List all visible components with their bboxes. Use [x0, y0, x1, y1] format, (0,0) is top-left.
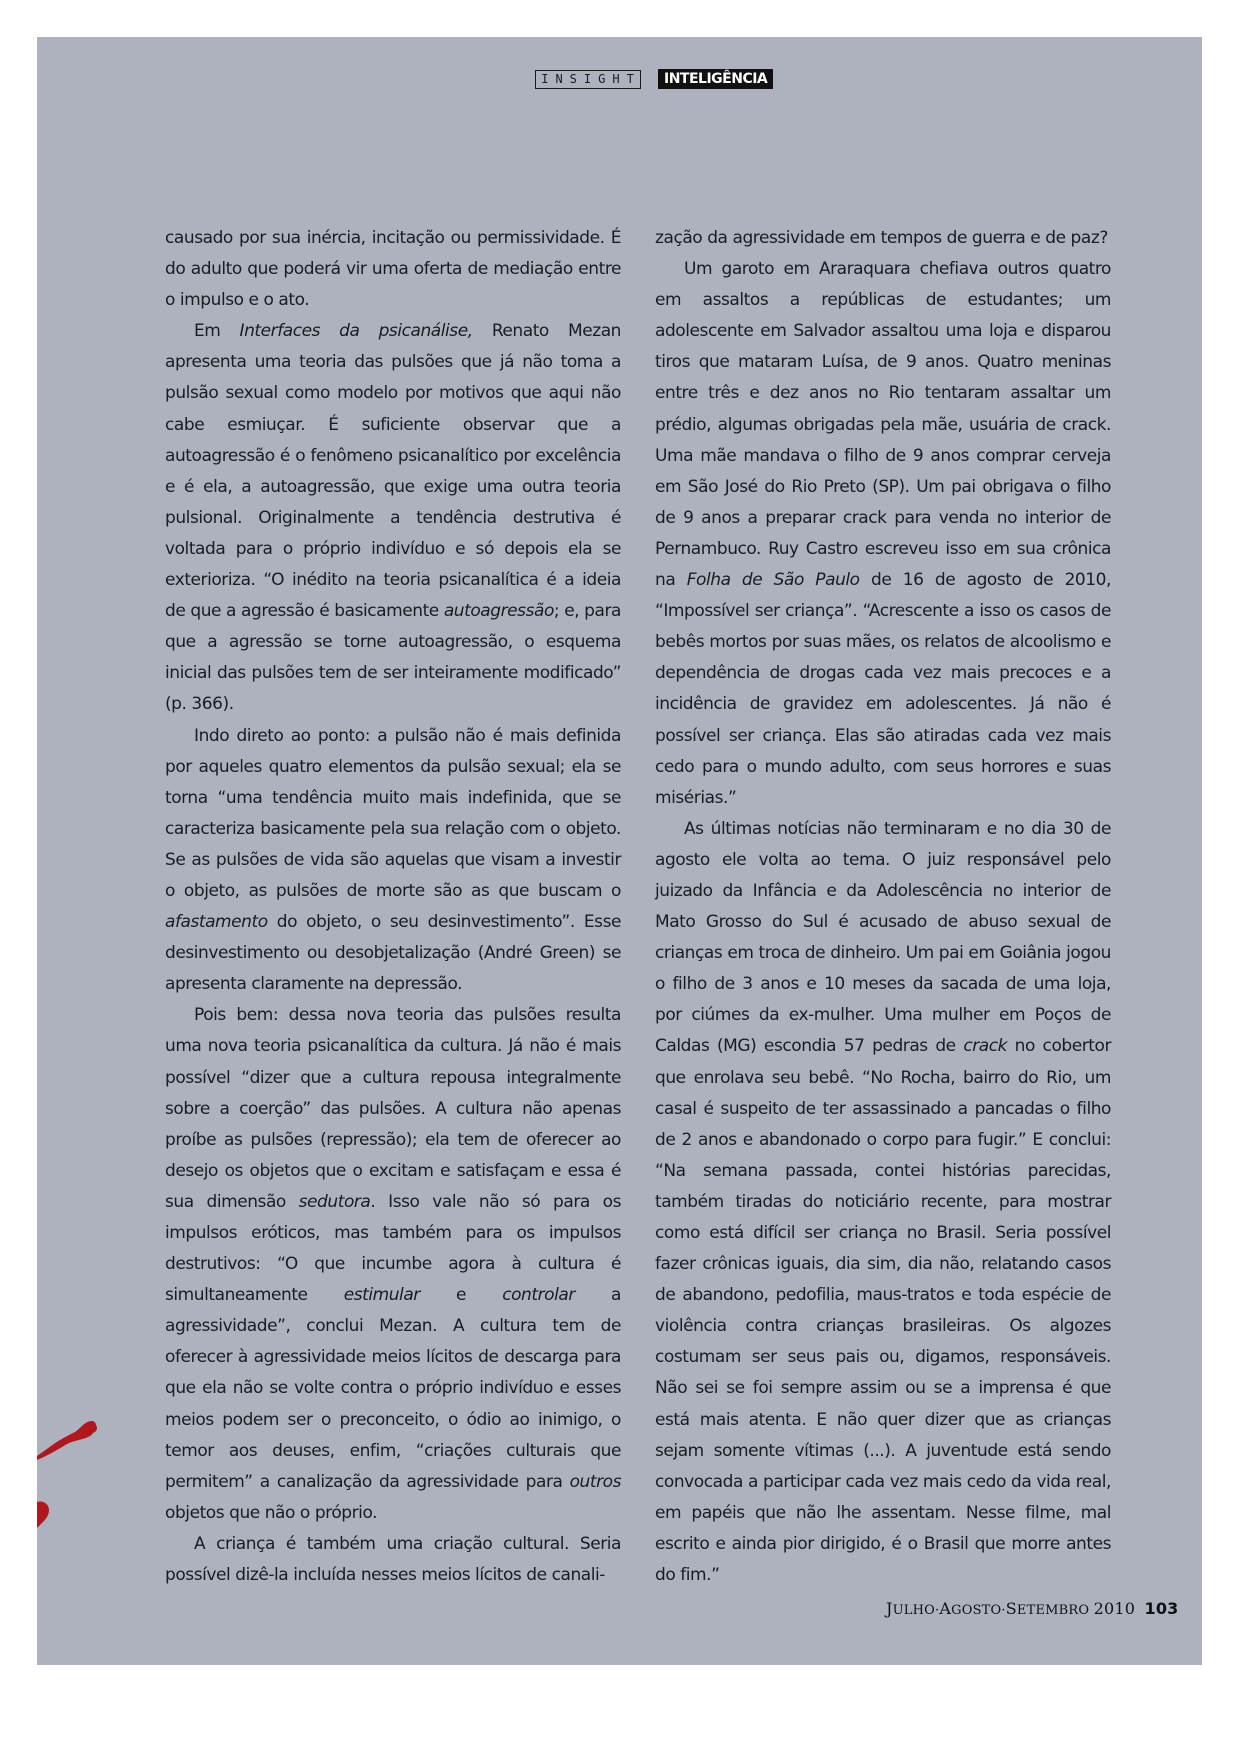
page-number: 103 — [1144, 1599, 1179, 1618]
paragraph — [655, 254, 1111, 814]
paragraph — [165, 1000, 621, 1529]
footer-month2-rest: GOSTO — [951, 1603, 1002, 1618]
italic-run: afastamento — [165, 912, 268, 933]
italic-run: Folha de São Paulo — [686, 570, 860, 591]
italic-run: outros — [569, 1471, 621, 1492]
text-run: Renato Mezan apresenta uma teoria das pulsões que já não toma a pulsão sexual como modelo por motivos que aqui não cabe esmiuçar. É suficiente observar que a autoagressão é o fenômeno psicanalítico por excelência e é ela, a autoagressão, que exige uma outra teoria pulsional. Originalmente a tendência destrutiva é voltada para o próprio indivíduo e só depois ela se exterioriza. “O inédito na teoria psicanalítica é a ideia de que a agressão é basicamente — [165, 321, 622, 622]
italic-run: Interfaces da psicanálise, — [239, 321, 473, 342]
text-run: Indo direto ao ponto: a pulsão não é mais definida por aqueles quatro elementos da pulsão sexual; ela se torna “uma tendência muito mais indefinida, que se caracteriza basicamente pela sua relação com o objeto. Se as pulsões de vida são aquelas que visam a investir o objeto, as pulsões de morte são as que buscam o — [165, 725, 621, 901]
italic-run: crack — [963, 1036, 1008, 1057]
splatter-drop — [87, 1423, 97, 1433]
blood-splatter-decoration — [37, 1370, 97, 1540]
text-run: do objeto, o seu desinvestimento”. Esse desinvestimento ou desobjetalização (André Green) se apresenta claramente na depressão. — [165, 912, 621, 995]
footer-year: 2010 — [1093, 1599, 1136, 1618]
section-tags — [535, 69, 773, 89]
italic-run: controlar — [502, 1285, 575, 1306]
paragraph — [165, 721, 621, 1001]
italic-run: sedutora — [298, 1191, 371, 1212]
text-run: A criança é também uma criação cultural. Seria possível dizê-la incluída nesses meios lícitos de canali- — [165, 1533, 621, 1586]
text-run: As últimas notícias não terminaram e no dia 30 de agosto ele volta ao tema. O juiz responsável pelo juizado da Infância e da Adolescência no interior de Mato Grosso do Sul é acusado de abuso sexual de crianças em troca de dinheiro. Um pai em Goiânia jogou o filho de 3 anos e 10 meses da sacada de uma loja, por ciúmes da ex-mulher. Uma mulher em Poços de Caldas (MG) escondia 57 pedras de — [655, 818, 1111, 1057]
italic-run: autoagressão — [443, 601, 554, 622]
footer-separator: · — [935, 1603, 940, 1618]
footer-month1-rest: ULHO — [892, 1603, 936, 1618]
paragraph — [165, 223, 621, 316]
footer-separator: · — [1001, 1603, 1006, 1618]
text-run: e — [419, 1285, 503, 1306]
text-run: objetos que não o próprio. — [165, 1502, 378, 1523]
right-column — [655, 223, 1111, 1591]
text-run: a agressividade”, conclui Mezan. A cultura tem de oferecer à agressividade meios lícitos de descarga para que ela não se volte contra o próprio indivíduo e esses meios podem ser o preconceito, o ódio ao inimigo, o temor aos deuses, enfim, “criações culturais que permitem” a canalização da agressividade para — [165, 1285, 622, 1492]
footer-month3-rest: ETEMBRO — [1016, 1603, 1090, 1618]
text-run: Pois bem: dessa nova teoria das pulsões resulta uma nova teoria psicanalítica da cultura. Já não é mais possível “dizer que a cultura repousa integralmente sobre a coerção” das pulsões. A cultura não apenas proíbe as pulsões (repressão); ela tem de oferecer ao desejo os objetos que o excitam e satisfaçam e essa é sua dimensão — [165, 1005, 621, 1212]
italic-run: estimular — [343, 1285, 420, 1306]
left-column — [165, 223, 621, 1591]
footer-month2-initial: A — [939, 1599, 952, 1618]
paragraph — [655, 814, 1111, 1591]
paragraph — [165, 316, 621, 720]
paragraph — [165, 1529, 621, 1591]
text-run: Um garoto em Araraquara chefiava outros quatro em assaltos a repúblicas de estudantes; um adolescente em Salvador assaltou uma loja e disparou tiros que mataram Luísa, de 9 anos. Quatro meninas entre três e dez anos no Rio tentaram assaltar um prédio, algumas obrigadas pela mãe, usuária de crack. Uma mãe mandava o filho de 9 anos comprar cerveja em São José do Rio Preto (SP). Um pai obrigava o filho de 9 anos a preparar crack para venda no interior de Pernambuco. Ruy Castro escreveu isso em sua crônica na — [655, 259, 1111, 591]
footer-month3-initial: S — [1005, 1599, 1017, 1618]
text-run: causado por sua inércia, incitação ou permissividade. É do adulto que poderá vir uma oferta de mediação entre o impulso e o ato. — [165, 228, 621, 311]
text-run: ; e, para que a agressão se torne autoagressão, o esquema inicial das pulsões tem de ser inteiramente modificado” (p. 366). — [165, 601, 621, 715]
splatter-blot — [37, 1501, 49, 1528]
text-run: no cobertor que enrolava seu bebê. “No Rocha, bairro do Rio, um casal é suspeito de ter assassinado a pancadas o filho de 2 anos e abandonado o corpo para fugir.” E conclui: “Na semana passada, contei histórias parecidas, também tiradas do noticiário recente, para mostrar como está difícil ser criança no Brasil. Seria possível fazer crônicas iguais, dia sim, dia não, relatando casos de abandono, pedofilia, maus-tratos e toda espécie de violência contra crianças brasileiras. Os algozes costumam ser seus pais ou, digamos, responsáveis. Não sei se foi sempre assim ou se a imprensa é que está mais atenta. E não quer dizer que as crianças sejam somente vítimas (...). A juventude está sendo convocada a participar cada vez mais cedo da vida real, em papéis que não lhe assentam. Nesse filme, mal escrito e ainda pior dirigido, é o Brasil que morre antes do fim.” — [655, 1036, 1111, 1586]
paragraph — [655, 223, 1111, 254]
text-run: zação da agressividade em tempos de guerra e de paz? — [655, 228, 1108, 248]
inteligencia-tag: INTELIGÊNCIA — [658, 69, 773, 89]
footer-month1-initial: J — [886, 1599, 893, 1618]
insight-tag: INSIGHT — [535, 70, 641, 89]
text-run: de 16 de agosto de 2010, “Impossível ser criança”. “Acrescente a isso os casos de bebês mortos por suas mães, os relatos de alcoolismo e dependência de drogas cada vez mais precoces e a incidência de gravidez em adolescentes. Já não é possível ser criança. Elas são atiradas cada vez mais cedo para o mundo adulto, com seus horrores e suas misérias.” — [655, 570, 1111, 808]
text-run: . Isso vale não só para os impulsos eróticos, mas também para os impulsos destrutivos: “O que incumbe agora à cultura é simultaneamente — [165, 1191, 621, 1306]
page-footer — [886, 1599, 1179, 1618]
text-run: Em — [194, 321, 240, 342]
